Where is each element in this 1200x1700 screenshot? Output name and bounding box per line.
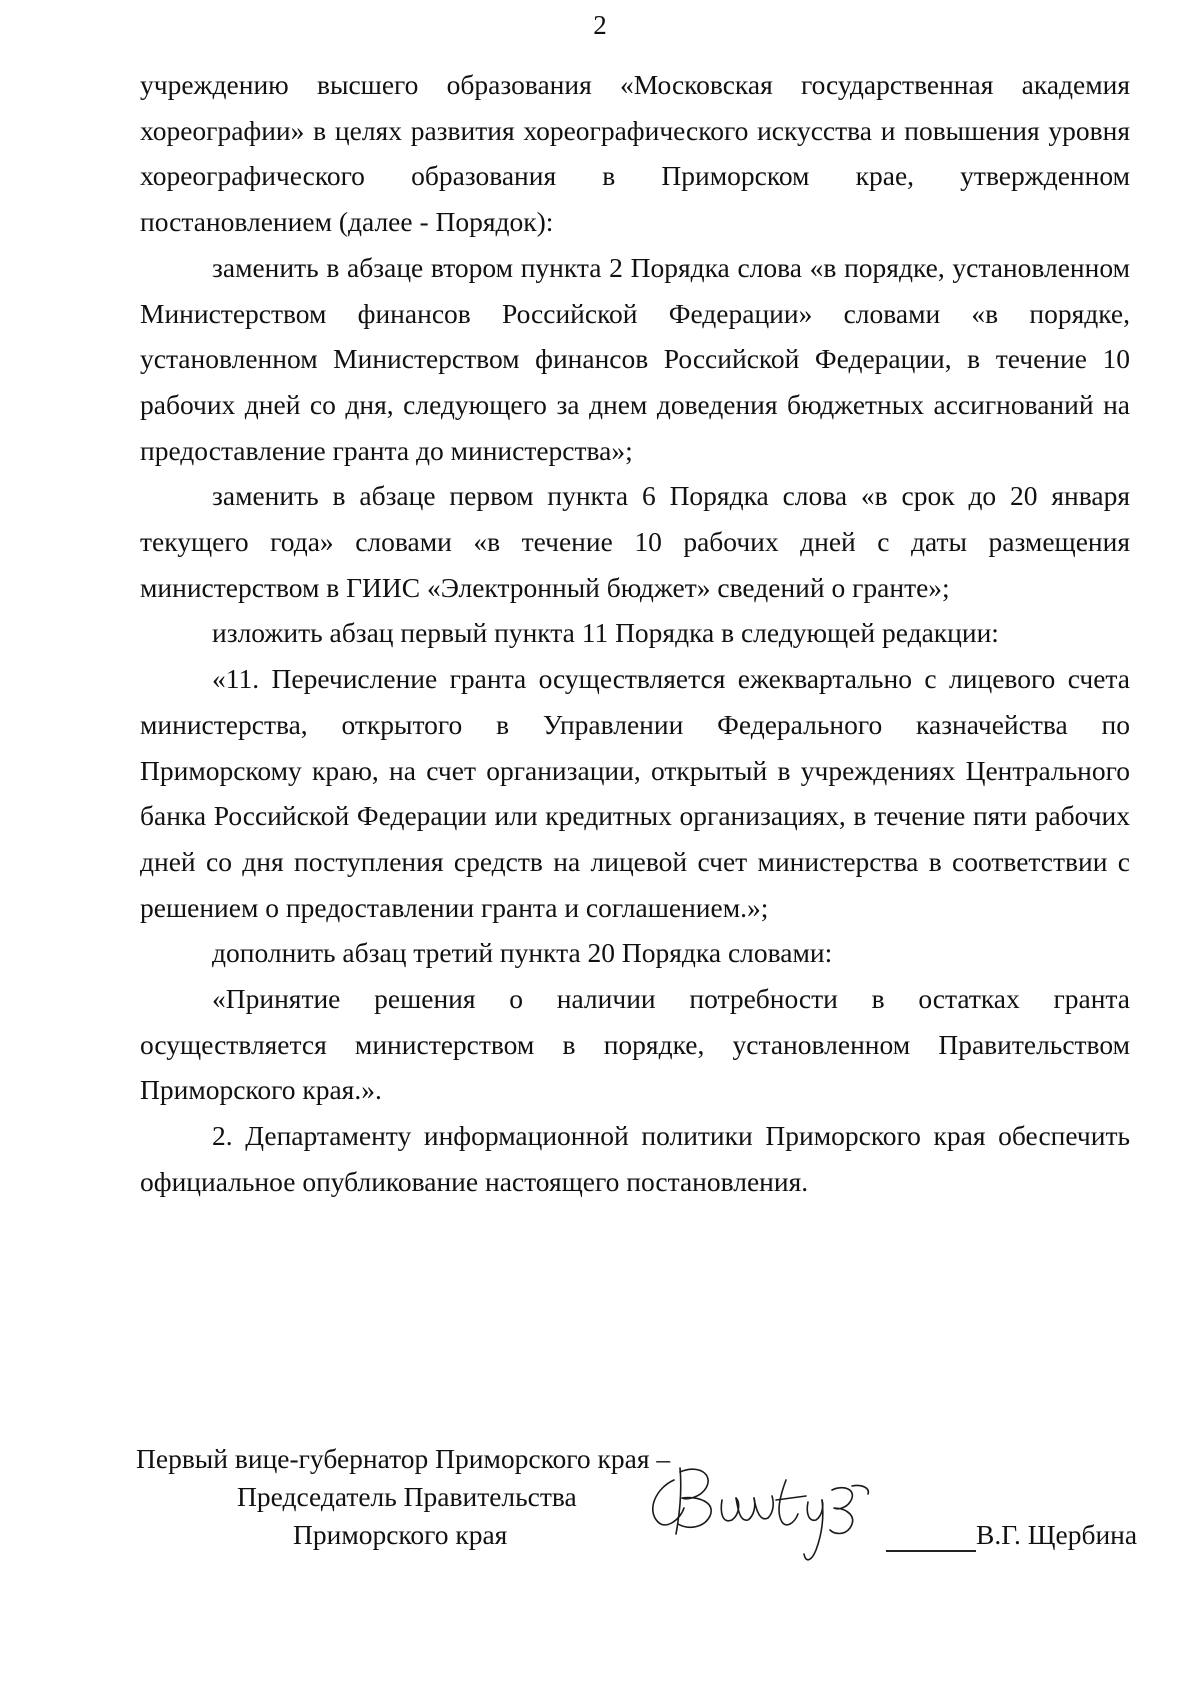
paragraph-intro: учреждению высшего образования «Московская государственная академия хореографии» в целях развития хореографического искусства и повышения уровня хореографического образования в Приморском крае, утвержденном постановлением (далее - Порядок): bbox=[140, 69, 1130, 238]
paragraph-point-6-amendment: заменить в абзаце первом пункта 6 Порядка слова «в срок до 20 января текущего года» словами «в течение 10 рабочих дней с даты размещения министерством в ГИИС «Электронный бюджет» сведений о гранте»; bbox=[140, 480, 1130, 603]
page-number: 2 bbox=[593, 10, 607, 40]
paragraph-point-11-intro: изложить абзац первый пункта 11 Порядка в следующей редакции: bbox=[212, 617, 999, 649]
paragraph-point-20-intro: дополнить абзац третий пункта 20 Порядка словами: bbox=[212, 937, 833, 969]
paragraph-point-11-text: «11. Перечисление гранта осуществляется ежеквартально с лицевого счета министерства, открытого в Управлении Федерального казначейства по Приморскому краю, на счет организации, открытый в учреждениях Центрального банка Российской Федерации или кредитных организациях, в течение пяти рабочих дней со дня поступления средств на лицевой счет министерства в соответствии с решением о предоставлении гранта и соглашением.»; bbox=[140, 663, 1130, 923]
document-body bbox=[140, 62, 1130, 1205]
signatory-name: В.Г. Щербина bbox=[976, 1519, 1138, 1550]
signatory-position-line-1: Первый вице-губернатор Приморского края – bbox=[136, 1443, 671, 1474]
signatory-position-line-3: Приморского края bbox=[293, 1519, 508, 1550]
handwritten-signature bbox=[636, 1450, 926, 1570]
paragraph-point-2-amendment: заменить в абзаце втором пункта 2 Порядка слова «в порядке, установленном Министерством финансов Российской Федерации» словами «в порядке, установленном Министерством финансов Российской Федерации, в течение 10 рабочих дней со дня, следующего за днем доведения бюджетных ассигнований на предоставление гранта до министерства»; bbox=[140, 251, 1130, 466]
paragraph-section-2: 2. Департаменту информационной политики Приморского края обеспечить официальное опубликование настоящего постановления. bbox=[140, 1120, 1130, 1197]
signatory-position-line-2: Председатель Правительства bbox=[237, 1481, 577, 1512]
signature-block bbox=[136, 1440, 1136, 1600]
signature-line bbox=[886, 1550, 976, 1552]
paragraph-point-20-text: «Принятие решения о наличии потребности в остатках гранта осуществляется министерством в порядке, установленном Правительством Приморского края.». bbox=[140, 983, 1130, 1106]
